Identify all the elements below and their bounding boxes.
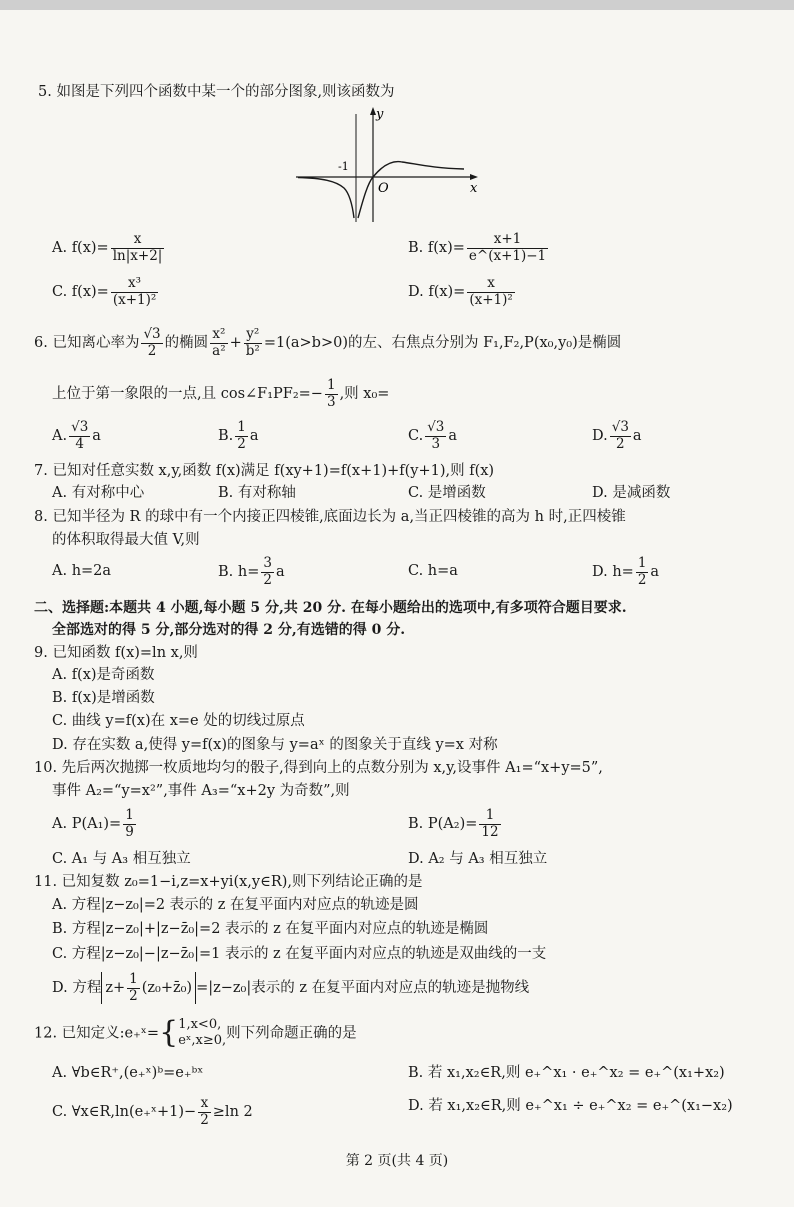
q5-option-a: A. f(x)= $\frac{x}{\ln|x+2|}$ <box>52 231 163 264</box>
q9-option-c: C. 曲线 y=f(x)在 x=e 处的切线过原点 <box>52 713 305 729</box>
right-branch-curve <box>358 162 464 218</box>
q5-option-d: D. f(x)= $\frac{x}{\text{(x+1)²}}$ <box>408 275 513 308</box>
q7-option-d: D. 是减函数 <box>592 485 671 501</box>
q10-option-b: B. P(A₂)= $\frac{1}{12}$ <box>408 807 499 840</box>
q12-stem: 12. 已知定义:e₊ˣ={ 1,x<0, eˣ,x≥0, 则下列命题正确的是 <box>34 1015 357 1051</box>
label-y: y <box>376 107 384 122</box>
q10-option-a: A. P(A₁)= $\frac{1}{9}$ <box>52 807 134 840</box>
q7-option-c: C. 是增函数 <box>408 485 486 501</box>
q6-option-c: C. $\frac{√3}{3}$ a <box>408 419 458 452</box>
label-x: x <box>470 181 478 196</box>
section2-heading-line1: 二、选择题:本题共 4 小题,每小题 5 分,共 20 分. 在每小题给出的选项中,有多项符合题目要求. <box>34 600 627 616</box>
q5-option-b: B. f(x)= $\frac{x+1}{e\^{}(x+1)-1}$ <box>408 231 547 264</box>
q11-stem: 11. 已知复数 z₀=1−i,z=x+yi(x,y∈R),则下列结论正确的是 <box>34 874 423 890</box>
q8-line1: 8. 已知半径为 R 的球中有一个内接正四棱锥,底面边长为 a,当正四棱锥的高为 h 时,正四棱锥 <box>34 509 626 525</box>
q8-option-b: B. h= $\frac{3}{2}$ a <box>218 555 285 588</box>
q12-option-d: D. 若 x₁,x₂∈R,则 e₊^x₁ ÷ e₊^x₂ = e₊^(x₁−x₂) <box>408 1098 733 1114</box>
q9-option-d: D. 存在实数 a,使得 y=f(x)的图象与 y=aˣ 的图象关于直线 y=x 对称 <box>52 737 498 753</box>
q7-option-b: B. 有对称轴 <box>218 485 296 501</box>
section2-heading-line2: 全部选对的得 5 分,部分选对的得 2 分,有选错的得 0 分. <box>52 622 406 638</box>
q6-option-a: A. $\frac{√3}{4}$ a <box>52 419 101 452</box>
q6-line1: 6. 已知离心率为 $\frac{√3}{2}$ 的椭圆 $\frac{\text{x²}}{\text{a²}}$ + $\frac{\text{y²}}{\text{b²}}$ =1(a>b>0)的左、右焦点分别为 F₁,F₂,P(x₀,y₀)是椭圆 <box>34 326 622 359</box>
q5-stem: 5. 如图是下列四个函数中某一个的部分图象,则该函数为 <box>38 84 395 100</box>
q10-option-c: C. A₁ 与 A₃ 相互独立 <box>52 851 191 867</box>
q12-option-a: A. ∀b∈R⁺,(e₊ˣ)ᵇ=e₊ᵇˣ <box>52 1065 204 1081</box>
q11-option-a: A. 方程|z−z₀|=2 表示的 z 在复平面内对应点的轨迹是圆 <box>52 897 419 913</box>
q10-line1: 10. 先后两次抛掷一枚质地均匀的骰子,得到向上的点数分别为 x,y,设事件 A₁=“x+y=5”, <box>34 760 603 776</box>
q8-line2: 的体积取得最大值 V,则 <box>52 532 200 548</box>
left-branch-curve <box>298 178 354 219</box>
q5-function-graph <box>292 104 492 224</box>
q9-option-b: B. f(x)是增函数 <box>52 690 155 706</box>
label-origin: O <box>378 181 389 196</box>
q10-line2: 事件 A₂=“y=x²”,事件 A₃=“x+2y 为奇数”,则 <box>52 783 350 799</box>
q12-option-c: C. ∀x∈R,ln(e₊ˣ+1)− $\frac{x}{2}$ ≥ln 2 <box>52 1095 253 1128</box>
q11-option-d: D. 方程 z+ $\frac{1}{2}$ (z₀+z̄₀) =|z−z₀|表示的 z 在复平面内对应点的轨迹是抛物线 <box>52 971 530 1004</box>
q6-option-d: D. $\frac{√3}{2}$ a <box>592 419 642 452</box>
q12-option-b: B. 若 x₁,x₂∈R,则 e₊^x₁ · e₊^x₂ = e₊^(x₁+x₂) <box>408 1065 725 1081</box>
q7-stem: 7. 已知对任意实数 x,y,函数 f(x)满足 f(xy+1)=f(x+1)+f(y+1),则 f(x) <box>34 463 495 479</box>
q9-option-a: A. f(x)是奇函数 <box>52 667 155 683</box>
q8-option-d: D. h= $\frac{1}{2}$ a <box>592 555 660 588</box>
q8-option-a: A. h=2a <box>52 563 112 579</box>
page-footer: 第 2 页(共 4 页) <box>345 1153 449 1169</box>
q9-stem: 9. 已知函数 f(x)=ln x,则 <box>34 645 198 661</box>
q11-option-c: C. 方程|z−z₀|−|z−z̄₀|=1 表示的 z 在复平面内对应点的轨迹是双曲线的一支 <box>52 946 547 962</box>
q7-option-a: A. 有对称中心 <box>52 485 145 501</box>
q11-option-b: B. 方程|z−z₀|+|z−z̄₀|=2 表示的 z 在复平面内对应点的轨迹是椭圆 <box>52 921 489 937</box>
x-axis-arrow <box>470 174 478 180</box>
q10-option-d: D. A₂ 与 A₃ 相互独立 <box>408 851 548 867</box>
scan-top-edge <box>0 0 794 10</box>
label-neg-one: -1 <box>338 160 349 173</box>
q6-option-b: B. $\frac{1}{2}$ a <box>218 419 259 452</box>
q6-line2: 上位于第一象限的一点,且 cos∠F₁PF₂=− $\frac{1}{3}$ ,则 x₀= <box>52 377 390 410</box>
q5-option-c: C. f(x)= $\frac{\text{x³}}{\text{(x+1)²}}$ <box>52 275 157 308</box>
q8-option-c: C. h=a <box>408 563 458 579</box>
